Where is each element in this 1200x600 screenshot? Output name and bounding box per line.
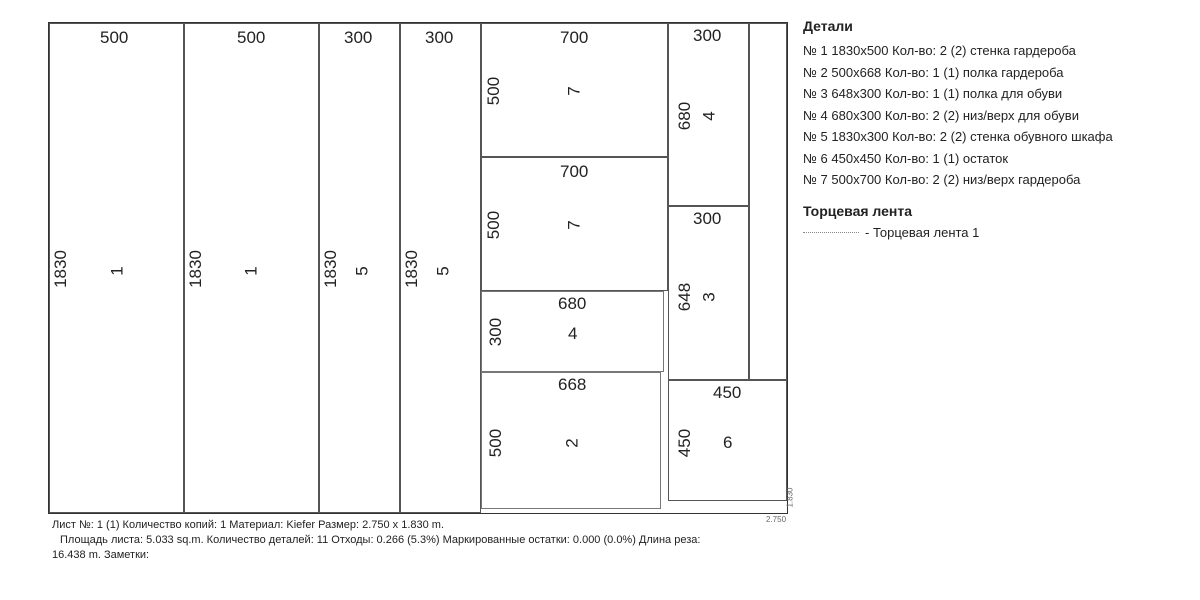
panel-number: 7 (564, 86, 584, 96)
panel-number: 7 (564, 220, 584, 230)
sheet-width-scale: 2.750 (766, 515, 787, 524)
panel-number: 4 (568, 324, 578, 343)
sheet-height-scale: 1.830 (785, 487, 795, 508)
panel-width-label: 700 (560, 162, 589, 181)
panel-width-label: 300 (693, 209, 722, 228)
detail-row: № 4 680x300 Кол-во: 2 (2) низ/верх для обуви (803, 107, 1079, 123)
panel-3[interactable] (668, 206, 749, 380)
panel-width-label: 500 (237, 28, 266, 47)
panel-width-label: 300 (693, 26, 722, 45)
edge-banding-line-icon (803, 232, 859, 233)
detail-row: № 5 1830x300 Кол-во: 2 (2) стенка обувного шкафа (803, 129, 1113, 144)
panel-7b[interactable] (481, 157, 668, 291)
details-legend (803, 14, 1193, 240)
summary-line-3: 16.438 m. Заметки: (52, 549, 150, 561)
panel-number: 1 (107, 266, 127, 276)
panel-width-label: 500 (100, 28, 129, 47)
panel-4b[interactable] (668, 23, 749, 206)
panel-width-label: 668 (558, 375, 587, 394)
panel-width-label: 300 (344, 28, 373, 47)
panel-height-label: 648 (675, 282, 695, 312)
sheet-summary (52, 518, 792, 563)
panel-2[interactable] (481, 372, 661, 509)
panel-height-label: 1830 (185, 250, 205, 288)
panel-height-label: 450 (675, 428, 695, 458)
panel-height-label: 680 (675, 101, 695, 131)
waste-strip (749, 23, 787, 380)
panel-6[interactable] (668, 380, 787, 501)
panel-5b[interactable] (400, 23, 481, 513)
panel-number: 2 (562, 438, 582, 448)
panel-7a[interactable] (481, 23, 668, 157)
panel-height-label: 1830 (50, 250, 70, 288)
summary-line-2: Площадь листа: 5.033 sq.m. Количество деталей: 11 Отходы: 0.266 (5.3%) Маркированные остатки: 0.000 (0.0%) Длина реза: (60, 534, 701, 546)
panel-height-label: 300 (486, 317, 506, 347)
detail-row: № 3 648x300 Кол-во: 1 (1) полка для обуви (803, 86, 1063, 101)
panel-1b[interactable] (184, 23, 319, 513)
panel-width-label: 450 (713, 383, 742, 402)
panel-height-label: 500 (484, 76, 504, 106)
panel-number: 5 (433, 266, 453, 276)
panel-height-label: 500 (484, 210, 504, 240)
cutting-sheet (48, 22, 788, 514)
panel-width-label: 680 (558, 294, 587, 313)
panel-width-label: 300 (425, 28, 454, 47)
edge-banding-label: - Торцевая лента 1 (865, 224, 980, 240)
panel-height-label: 1830 (320, 250, 340, 288)
detail-row: № 6 450x450 Кол-во: 1 (1) остаток (803, 150, 1009, 166)
panel-number: 5 (352, 266, 372, 276)
edge-banding-row (803, 225, 1193, 240)
panel-height-label: 1830 (401, 250, 421, 288)
panel-5a[interactable] (319, 23, 400, 513)
panel-1a[interactable] (49, 23, 184, 513)
panel-height-label: 500 (486, 428, 506, 458)
panel-number: 6 (723, 433, 733, 452)
panel-number: 1 (241, 266, 261, 276)
panel-4a[interactable] (481, 291, 664, 372)
summary-line-1: Лист №: 1 (1) Количество копий: 1 Материал: Kiefer Размер: 2.750 x 1.830 m. (52, 519, 445, 531)
detail-row: № 7 500x700 Кол-во: 2 (2) низ/верх гардероба (803, 172, 1081, 187)
edge-banding-title: Торцевая лента (803, 202, 913, 219)
details-title: Детали (803, 18, 853, 34)
panel-width-label: 700 (560, 28, 589, 47)
panel-number: 3 (699, 292, 719, 302)
detail-row: № 2 500x668 Кол-во: 1 (1) полка гардероба (803, 64, 1064, 80)
panel-number: 4 (699, 111, 719, 121)
detail-row: № 1 1830x500 Кол-во: 2 (2) стенка гардероба (803, 43, 1076, 58)
